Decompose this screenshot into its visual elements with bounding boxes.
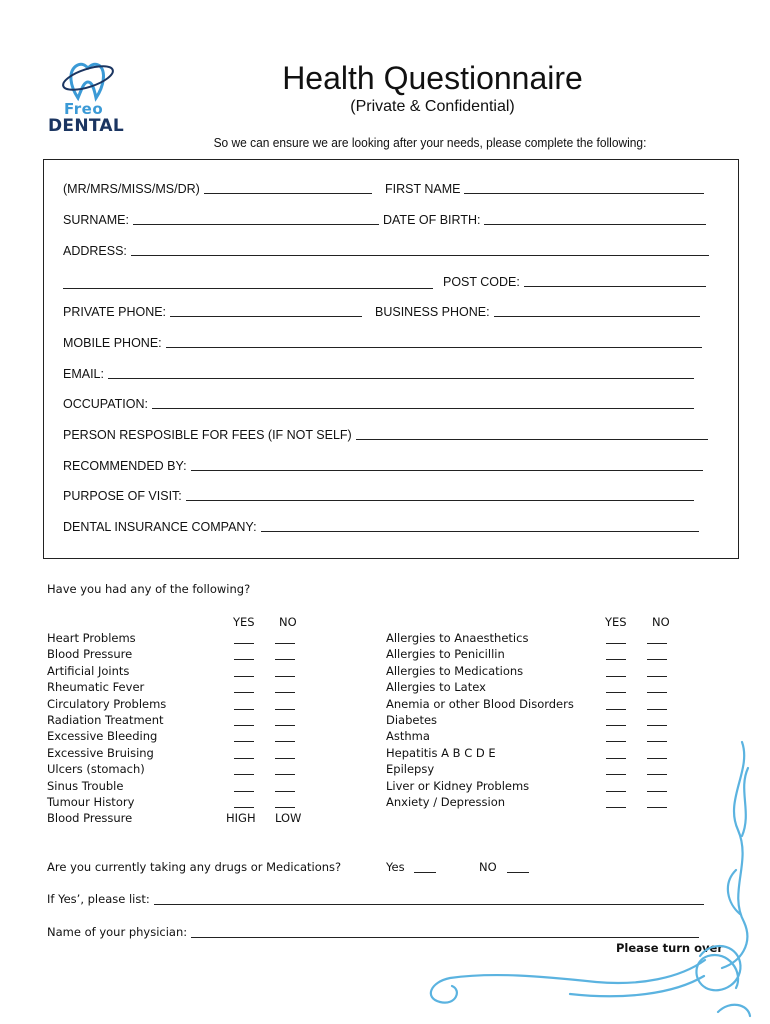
history-item-label: Allergies to Penicillin <box>386 647 505 662</box>
history-yes-blank[interactable] <box>606 758 626 759</box>
history-item-label: Asthma <box>386 729 430 744</box>
surname-label: SURNAME: <box>63 213 129 227</box>
history-no-blank[interactable] <box>647 791 667 792</box>
recommended-by-label: RECOMMENDED BY: <box>63 459 187 473</box>
purpose-of-visit-label: PURPOSE OF VISIT: <box>63 489 182 503</box>
address-field[interactable] <box>63 244 709 258</box>
history-item-label: Allergies to Anaesthetics <box>386 631 529 645</box>
medications-no-label: NO <box>479 860 497 874</box>
history-item-label: Blood Pressure <box>47 647 133 662</box>
first-name-label: FIRST NAME <box>385 182 461 196</box>
title-line[interactable] <box>204 192 372 194</box>
history-no-blank[interactable] <box>647 741 667 742</box>
history-item-label: Excessive Bruising <box>47 745 154 760</box>
history-no-blank[interactable] <box>647 709 667 710</box>
address-line[interactable] <box>131 254 709 256</box>
history-yes-blank[interactable] <box>234 643 254 644</box>
history-item-label: Radiation Treatment <box>47 713 164 727</box>
occupation-label: OCCUPATION: <box>63 397 148 411</box>
history-yes-blank[interactable] <box>234 758 254 759</box>
recommended-by-line[interactable] <box>191 469 703 471</box>
surname-field[interactable] <box>63 213 379 227</box>
history-no-blank[interactable] <box>647 807 667 808</box>
history-item-label: Liver or Kidney Problems <box>386 778 530 793</box>
history-no-blank[interactable] <box>275 807 295 808</box>
fees-responsible-field[interactable] <box>63 428 708 442</box>
bp-high-low-label: Blood Pressure <box>47 811 133 825</box>
tooth-logo-icon <box>56 58 116 102</box>
history-yes-blank[interactable] <box>234 791 254 792</box>
history-yes-blank[interactable] <box>234 807 254 808</box>
business-phone-field[interactable] <box>375 305 700 319</box>
business-phone-label: BUSINESS PHONE: <box>375 305 490 319</box>
recommended-by-field[interactable] <box>63 459 703 473</box>
history-yes-blank[interactable] <box>606 725 626 726</box>
history-yes-blank[interactable] <box>606 807 626 808</box>
history-no-blank[interactable] <box>275 758 295 759</box>
dob-line[interactable] <box>484 223 706 225</box>
history-yes-blank[interactable] <box>234 725 254 726</box>
history-item-label: Epilepsy <box>386 762 435 777</box>
history-item-label: Heart Problems <box>47 631 136 645</box>
history-question: Have you had any of the following? <box>47 582 251 596</box>
history-item-label: Tumour History <box>47 795 135 809</box>
turn-over-note: Please turn over <box>616 941 723 955</box>
mobile-phone-line[interactable] <box>166 346 702 348</box>
history-yes-blank[interactable] <box>234 709 254 710</box>
fees-responsible-label: PERSON RESPOSIBLE FOR FEES (IF NOT SELF) <box>63 428 352 442</box>
address-line-2[interactable] <box>63 288 433 289</box>
history-yes-blank[interactable] <box>234 676 254 677</box>
right-yes-header: YES <box>605 615 627 629</box>
freo-dental-logo <box>44 58 124 140</box>
history-no-blank[interactable] <box>647 758 667 759</box>
right-no-header: NO <box>652 615 670 629</box>
first-name-field[interactable] <box>385 182 704 196</box>
purpose-of-visit-line[interactable] <box>186 499 694 501</box>
fees-responsible-line[interactable] <box>356 438 708 440</box>
purpose-of-visit-field[interactable] <box>63 489 694 503</box>
history-no-blank[interactable] <box>275 725 295 726</box>
history-yes-blank[interactable] <box>606 791 626 792</box>
title-label: (MR/MRS/MISS/MS/DR) <box>63 182 200 196</box>
email-label: EMAIL: <box>63 367 104 381</box>
history-yes-blank[interactable] <box>234 692 254 693</box>
address-label: ADDRESS: <box>63 244 127 258</box>
history-item-label: Allergies to Latex <box>386 680 486 695</box>
surname-line[interactable] <box>133 223 379 225</box>
postcode-label: POST CODE: <box>443 275 520 289</box>
mobile-phone-field[interactable] <box>63 336 702 350</box>
page-subtitle: (Private & Confidential) <box>350 98 515 115</box>
insurance-company-line[interactable] <box>261 530 699 532</box>
page-title: Health Questionnaire <box>282 60 583 96</box>
physician-label: Name of your physician: <box>47 925 188 939</box>
bp-high-option[interactable]: HIGH <box>226 811 256 825</box>
private-phone-line[interactable] <box>170 315 362 317</box>
private-phone-label: PRIVATE PHONE: <box>63 305 167 319</box>
first-name-line[interactable] <box>464 192 704 194</box>
history-item-label: Sinus Trouble <box>47 778 124 793</box>
medications-no-blank[interactable] <box>507 872 529 873</box>
history-yes-blank[interactable] <box>234 659 254 660</box>
history-no-blank[interactable] <box>275 741 295 742</box>
medications-list-label: If Yes’, please list: <box>47 892 150 906</box>
left-yes-header: YES <box>233 615 255 629</box>
dob-field[interactable] <box>383 213 706 227</box>
logo-text-dental: DENTAL <box>48 116 125 136</box>
occupation-field[interactable] <box>63 397 694 411</box>
history-no-blank[interactable] <box>275 774 295 775</box>
history-item-label: Rheumatic Fever <box>47 680 145 695</box>
history-item-label: Circulatory Problems <box>47 696 167 711</box>
medications-yes-label: Yes <box>386 860 405 874</box>
postcode-line[interactable] <box>524 285 706 287</box>
history-no-blank[interactable] <box>275 709 295 710</box>
history-no-blank[interactable] <box>647 659 667 660</box>
history-item-label: Ulcers (stomach) <box>47 762 145 777</box>
history-yes-blank[interactable] <box>606 741 626 742</box>
history-no-blank[interactable] <box>647 725 667 726</box>
medications-list-line[interactable] <box>154 904 704 905</box>
history-yes-blank[interactable] <box>606 643 626 644</box>
insurance-company-field[interactable] <box>63 520 699 534</box>
history-item-label: Diabetes <box>386 713 438 727</box>
history-no-blank[interactable] <box>647 774 667 775</box>
history-item-label: Anxiety / Depression <box>386 795 506 809</box>
history-yes-blank[interactable] <box>606 709 626 710</box>
title-field[interactable] <box>63 182 372 196</box>
history-no-blank[interactable] <box>647 692 667 693</box>
postcode-field[interactable] <box>443 275 706 289</box>
business-phone-line[interactable] <box>494 315 700 317</box>
history-no-blank[interactable] <box>275 692 295 693</box>
email-field[interactable] <box>63 367 694 381</box>
insurance-company-label: DENTAL INSURANCE COMPANY: <box>63 520 257 534</box>
bp-low-option[interactable]: LOW <box>275 811 302 825</box>
history-item-label: Allergies to Medications <box>386 663 524 678</box>
history-no-blank[interactable] <box>647 643 667 644</box>
history-no-blank[interactable] <box>275 643 295 644</box>
physician-line[interactable] <box>191 937 699 938</box>
medications-yes-blank[interactable] <box>414 872 436 873</box>
history-no-blank[interactable] <box>275 791 295 792</box>
history-yes-blank[interactable] <box>606 774 626 775</box>
private-phone-field[interactable] <box>63 305 362 319</box>
history-yes-blank[interactable] <box>606 692 626 693</box>
history-yes-blank[interactable] <box>234 774 254 775</box>
dob-label: DATE OF BIRTH: <box>383 213 481 227</box>
history-yes-blank[interactable] <box>606 676 626 677</box>
left-no-header: NO <box>279 615 297 629</box>
instructions-text: So we can ensure we are looking after your needs, please complete the following: <box>213 135 647 150</box>
history-item-label: Anemia or other Blood Disorders <box>386 696 574 711</box>
history-no-blank[interactable] <box>275 659 295 660</box>
history-item-label: Excessive Bleeding <box>47 729 158 744</box>
history-no-blank[interactable] <box>647 676 667 677</box>
medications-question: Are you currently taking any drugs or Medications? <box>47 860 342 874</box>
occupation-line[interactable] <box>152 407 694 409</box>
mobile-phone-label: MOBILE PHONE: <box>63 336 162 350</box>
history-item-label: Hepatitis A B C D E <box>386 745 496 760</box>
history-no-blank[interactable] <box>275 676 295 677</box>
email-line[interactable] <box>108 377 694 379</box>
logo-text-freo: Freo <box>64 100 104 118</box>
history-yes-blank[interactable] <box>606 659 626 660</box>
history-yes-blank[interactable] <box>234 741 254 742</box>
history-item-label: Artificial Joints <box>47 663 130 678</box>
